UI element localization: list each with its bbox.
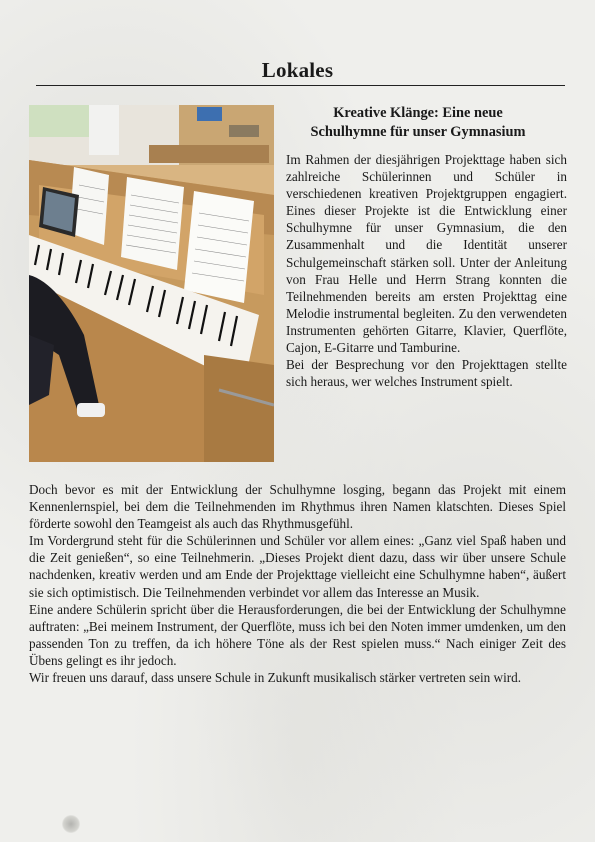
article-body xyxy=(29,481,566,686)
paper-stain-mark xyxy=(62,815,80,833)
paragraph: Im Vordergrund steht für die Schülerinnen und Schüler vor allem eines: „Ganz viel Spaß haben und die Zeit genießen“, so eine Teilnehmerin. „Dieses Projekt dient dazu, dass wir über unsere Schule nachdenken, kreativ werden und am Ende der Projekttage vielleicht eine Schulhymne haben“, äußert sie sich optimistisch. Die Teilnehmenden verbindet vor allem das Interesse an Musik. xyxy=(29,533,566,600)
article-intro-column xyxy=(286,151,567,390)
article-photo-piano xyxy=(29,105,274,462)
headline-line-2: Schulhymne für unser Gymnasium xyxy=(310,124,526,140)
paragraph: Im Rahmen der diesjährigen Projekttage haben sich zahlreiche Schülerinnen und Schüler in verschiedenen kreativen Projektgruppen engagiert. Eines dieser Projekte ist die Entwicklung einer Schulhymne für unser Gymnasium, die den Zusammenhalt und die Identität unserer Schulgemeinschaft stärken soll. Unter der Anleitung von Frau Helle und Herrn Strang konnten die Teilnehmenden bereits am ersten Projekttag eine Melodie instrumental begleiten. Zu den verwendeten Instrumenten gehörten Gitarre, Klavier, Querflöte, Cajon, E-Gitarre und Tamburine. xyxy=(286,152,567,356)
section-title: Lokales xyxy=(261,58,334,82)
article-headline xyxy=(281,104,555,142)
paragraph: Bei der Besprechung vor den Projekttagen stellte sich heraus, wer welches Instrument spielt. xyxy=(286,357,567,390)
title-divider xyxy=(36,85,565,86)
paragraph: Eine andere Schülerin spricht über die Herausforderungen, die bei der Entwicklung der Schulhymne auftraten: „Bei meinem Instrument, der Querflöte, muss ich bei den Noten immer umdenken, um den passenden Ton zu treffen, da ich höhere Töne als der Rest spielen muss.“ Nach einiger Zeit des Übens gelingt es ihr jedoch. xyxy=(29,601,566,668)
paragraph: Doch bevor es mit der Entwicklung der Schulhymne losging, begann das Projekt mit einem Kennenlernspiel, bei dem die Teilnehmenden im Rhythmus ihren Namen klatschten. Dieses Spiel förderte sowohl den Teamgeist als auch das Rhythmusgefühl. xyxy=(29,482,566,532)
paragraph: Wir freuen uns darauf, dass unsere Schule in Zukunft musikalisch stärker vertreten sein wird. xyxy=(29,670,522,686)
headline-line-1: Kreative Klänge: Eine neue xyxy=(333,105,503,121)
